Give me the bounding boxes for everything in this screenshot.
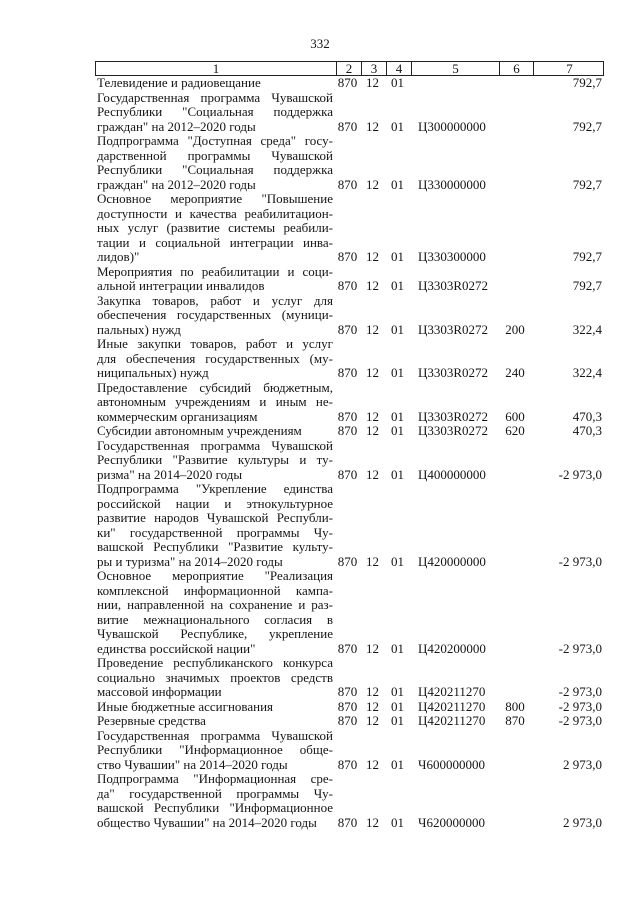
cell-subsection: 12 bbox=[366, 684, 379, 699]
cell-subsection-code: 01 bbox=[391, 814, 404, 830]
cell-description bbox=[95, 656, 335, 700]
table-header-row bbox=[95, 61, 604, 76]
cell-subsection-code: 01 bbox=[391, 408, 404, 424]
cell-expense-type: 800 bbox=[505, 698, 525, 714]
cell-expense-type bbox=[498, 120, 532, 135]
cell-amount: 792,7 bbox=[572, 278, 602, 293]
description-line: массовой информации bbox=[97, 685, 222, 699]
cell-description bbox=[95, 76, 335, 91]
description-line: Иные закупки товаров, работ и услуг bbox=[97, 337, 333, 351]
cell-amount: 2 973,0 bbox=[563, 756, 602, 772]
cell-subsection-code: 01 bbox=[391, 176, 404, 192]
description-line: для обеспечения государственных (му- bbox=[97, 351, 333, 366]
description-line: обеспечения государственных (муници- bbox=[97, 308, 333, 322]
cell-description bbox=[95, 381, 335, 425]
cell-expense-type bbox=[498, 555, 532, 570]
cell-subsection: 12 bbox=[366, 321, 379, 337]
cell-section: 870 bbox=[337, 553, 358, 569]
table-row bbox=[95, 714, 604, 729]
description-line: Республики "Социальная поддержка bbox=[97, 105, 333, 119]
cell-amount: -2 973,0 bbox=[558, 553, 602, 569]
cell-description bbox=[95, 337, 335, 381]
cell-section: 870 bbox=[337, 423, 358, 438]
cell-section: 870 bbox=[337, 118, 358, 134]
description-line: Основное мероприятие "Реализация bbox=[97, 569, 333, 583]
cell-target-code bbox=[410, 76, 498, 91]
header-col-3: 3 bbox=[361, 62, 386, 75]
cell-subsection: 12 bbox=[366, 698, 379, 714]
cell-expense-type: 870 bbox=[505, 713, 525, 728]
description-line: дарственной программы Чувашской bbox=[97, 148, 333, 163]
description-line: граждан" на 2012–2020 годы bbox=[97, 119, 256, 134]
cell-amount: -2 973,0 bbox=[558, 466, 602, 482]
cell-target-code: Ц420211270 bbox=[418, 713, 486, 728]
table-row bbox=[95, 381, 604, 425]
table-row bbox=[95, 294, 604, 338]
description-line: Республики "Информационное обще- bbox=[97, 743, 333, 757]
cell-description bbox=[95, 134, 335, 192]
description-line: Телевидение и радиовещание bbox=[97, 76, 261, 90]
cell-amount: 792,7 bbox=[572, 75, 602, 90]
cell-amount: -2 973,0 bbox=[558, 684, 602, 699]
table-body bbox=[95, 76, 604, 830]
description-line: Основное мероприятие "Повышение bbox=[97, 192, 333, 206]
cell-amount: 792,7 bbox=[572, 176, 602, 192]
cell-expense-type bbox=[498, 468, 532, 483]
cell-subsection: 12 bbox=[366, 814, 379, 830]
cell-target-code: Ч620000000 bbox=[418, 814, 485, 830]
description-line: Государственная программа Чувашской bbox=[97, 438, 333, 453]
description-line: Государственная программа Чувашской bbox=[97, 90, 333, 105]
budget-table bbox=[95, 61, 604, 830]
cell-expense-type bbox=[498, 642, 532, 657]
cell-description bbox=[95, 714, 335, 729]
table-row bbox=[95, 439, 604, 483]
cell-amount: -2 973,0 bbox=[558, 698, 602, 714]
cell-target-code: Ц420211270 bbox=[418, 698, 486, 714]
header-col-6: 6 bbox=[499, 62, 533, 75]
cell-subsection: 12 bbox=[366, 249, 379, 264]
cell-target-code: Ц420000000 bbox=[418, 553, 486, 569]
cell-expense-type: 200 bbox=[505, 321, 525, 337]
table-row bbox=[95, 76, 604, 91]
cell-expense-type: 620 bbox=[505, 423, 525, 438]
description-line: Республики "Социальная поддержка bbox=[97, 163, 333, 177]
description-line: доступности и качества реабилитацион- bbox=[97, 206, 333, 221]
cell-section: 870 bbox=[337, 684, 358, 699]
cell-target-code: Ц330000000 bbox=[418, 176, 486, 192]
cell-description bbox=[95, 772, 335, 830]
description-line: Резервные средства bbox=[97, 714, 206, 728]
cell-subsection: 12 bbox=[366, 756, 379, 772]
cell-amount: 470,3 bbox=[572, 423, 602, 438]
cell-subsection: 12 bbox=[366, 278, 379, 293]
header-col-1: 1 bbox=[212, 61, 220, 76]
cell-subsection: 12 bbox=[366, 466, 379, 482]
cell-section: 870 bbox=[337, 365, 358, 380]
cell-target-code: Ц3303R0272 bbox=[418, 408, 489, 424]
cell-subsection-code: 01 bbox=[391, 713, 404, 728]
description-line: общество Чувашии" на 2014–2020 годы bbox=[97, 815, 317, 830]
description-line: Мероприятия по реабилитации и соци- bbox=[97, 264, 333, 279]
cell-section: 870 bbox=[337, 176, 358, 192]
cell-subsection: 12 bbox=[366, 713, 379, 728]
cell-target-code: Ц3303R0272 bbox=[418, 321, 489, 337]
description-line: Субсидии автономным учреждениям bbox=[97, 424, 302, 438]
cell-expense-type bbox=[498, 250, 532, 265]
description-line: Закупка товаров, работ и услуг для bbox=[97, 293, 333, 308]
description-line: Проведение республиканского конкурса bbox=[97, 656, 333, 670]
description-line: Государственная программа Чувашской bbox=[97, 728, 333, 743]
cell-section: 870 bbox=[337, 756, 358, 772]
description-line: российской нации и этнокультурное bbox=[97, 496, 333, 511]
cell-description bbox=[95, 439, 335, 483]
cell-target-code: Ц420200000 bbox=[418, 640, 486, 656]
cell-target-code: Ц300000000 bbox=[418, 118, 486, 134]
cell-target-code: Ц3303R0272 bbox=[418, 423, 489, 438]
cell-subsection-code: 01 bbox=[391, 698, 404, 714]
cell-amount: -2 973,0 bbox=[558, 713, 602, 728]
cell-subsection-code: 01 bbox=[391, 640, 404, 656]
cell-subsection: 12 bbox=[366, 176, 379, 192]
cell-section: 870 bbox=[337, 321, 358, 337]
cell-description bbox=[95, 700, 335, 715]
description-line: граждан" на 2012–2020 годы bbox=[97, 177, 256, 192]
description-line: нии, направленной на сохранение и раз- bbox=[97, 598, 333, 612]
cell-expense-type: 600 bbox=[505, 408, 525, 424]
table-row bbox=[95, 729, 604, 773]
cell-subsection-code: 01 bbox=[391, 118, 404, 134]
table-row bbox=[95, 700, 604, 715]
cell-description bbox=[95, 265, 335, 294]
table-row bbox=[95, 265, 604, 294]
cell-expense-type bbox=[498, 279, 532, 294]
cell-amount: 470,3 bbox=[572, 408, 602, 424]
cell-expense-type bbox=[498, 816, 532, 831]
description-line: единства российской нации" bbox=[97, 641, 256, 656]
cell-subsection: 12 bbox=[366, 118, 379, 134]
cell-subsection: 12 bbox=[366, 553, 379, 569]
description-line: ки" государственной программы Чу- bbox=[97, 525, 333, 540]
cell-amount: 322,4 bbox=[572, 365, 602, 380]
description-line: ных услуг (развитие системы реабили- bbox=[97, 221, 333, 235]
table-row bbox=[95, 569, 604, 656]
cell-description bbox=[95, 729, 335, 773]
description-line: ство Чувашии" на 2014–2020 годы bbox=[97, 757, 288, 772]
description-line: Иные бюджетные ассигнования bbox=[97, 699, 274, 714]
cell-section: 870 bbox=[337, 408, 358, 424]
cell-description bbox=[95, 294, 335, 338]
cell-expense-type bbox=[498, 685, 532, 700]
cell-amount: 2 973,0 bbox=[563, 814, 602, 830]
cell-description bbox=[95, 569, 335, 656]
description-line: вашской Республики "Информационное bbox=[97, 801, 333, 815]
cell-section: 870 bbox=[337, 75, 358, 90]
description-line: тации и социальной интеграции инва- bbox=[97, 235, 333, 250]
cell-subsection-code: 01 bbox=[391, 321, 404, 337]
description-line: ры и туризма" на 2014–2020 годы bbox=[97, 554, 283, 569]
description-line: Подпрограмма "Информационная сре- bbox=[97, 772, 333, 786]
cell-subsection-code: 01 bbox=[391, 278, 404, 293]
cell-subsection-code: 01 bbox=[391, 423, 404, 438]
cell-target-code: Ч600000000 bbox=[418, 756, 485, 772]
description-line: развитие народов Чувашской Республи- bbox=[97, 511, 333, 525]
cell-subsection: 12 bbox=[366, 423, 379, 438]
description-line: вашской Республики "Развитие культу- bbox=[97, 540, 333, 554]
cell-target-code: Ц420211270 bbox=[418, 684, 486, 699]
cell-section: 870 bbox=[337, 466, 358, 482]
header-col-7: 7 bbox=[533, 62, 605, 75]
cell-subsection: 12 bbox=[366, 365, 379, 380]
cell-target-code: Ц400000000 bbox=[418, 466, 486, 482]
cell-target-code: Ц3303R0272 bbox=[418, 278, 489, 293]
cell-description bbox=[95, 424, 335, 439]
cell-section: 870 bbox=[337, 278, 358, 293]
description-line: ниципальных) нужд bbox=[97, 366, 209, 380]
header-col-2: 2 bbox=[336, 62, 361, 75]
table-row bbox=[95, 424, 604, 439]
cell-subsection-code: 01 bbox=[391, 553, 404, 569]
cell-subsection-code: 01 bbox=[391, 466, 404, 482]
cell-amount: -2 973,0 bbox=[558, 640, 602, 656]
cell-subsection-code: 01 bbox=[391, 684, 404, 699]
table-row bbox=[95, 772, 604, 830]
description-line: комплексной информационной кампа- bbox=[97, 583, 333, 598]
description-line: лидов)" bbox=[97, 250, 140, 264]
cell-subsection-code: 01 bbox=[391, 365, 404, 380]
description-line: пальных) нужд bbox=[97, 322, 181, 337]
cell-subsection: 12 bbox=[366, 640, 379, 656]
cell-description bbox=[95, 192, 335, 265]
cell-expense-type bbox=[498, 76, 532, 91]
table-row bbox=[95, 134, 604, 192]
cell-expense-type: 240 bbox=[505, 365, 525, 380]
cell-subsection: 12 bbox=[366, 75, 379, 90]
description-line: автономным учреждениям и иным не- bbox=[97, 395, 333, 409]
header-col-5: 5 bbox=[411, 62, 499, 75]
header-col-4: 4 bbox=[386, 62, 411, 75]
description-line: социально значимых проектов средств bbox=[97, 670, 333, 685]
cell-subsection-code: 01 bbox=[391, 249, 404, 264]
cell-amount: 792,7 bbox=[572, 249, 602, 264]
table-row bbox=[95, 192, 604, 265]
table-row bbox=[95, 337, 604, 381]
table-row bbox=[95, 91, 604, 135]
description-line: Республики "Развитие культуры и ту- bbox=[97, 453, 333, 467]
description-line: да" государственной программы Чу- bbox=[97, 786, 333, 801]
page-number: 332 bbox=[310, 36, 330, 51]
cell-subsection-code: 01 bbox=[391, 756, 404, 772]
description-line: альной интеграции инвалидов bbox=[97, 279, 265, 293]
cell-description bbox=[95, 91, 335, 135]
table-row bbox=[95, 482, 604, 569]
cell-description bbox=[95, 482, 335, 569]
description-line: ризма" на 2014–2020 годы bbox=[97, 467, 243, 482]
cell-subsection: 12 bbox=[366, 408, 379, 424]
cell-section: 870 bbox=[337, 249, 358, 264]
description-line: Подпрограмма "Доступная среда" госу- bbox=[97, 134, 333, 148]
cell-expense-type bbox=[498, 758, 532, 773]
description-line: Чувашской Республике, укрепление bbox=[97, 627, 333, 641]
cell-target-code: Ц3303R0272 bbox=[418, 365, 489, 380]
description-line: Предоставление субсидий бюджетным, bbox=[97, 380, 333, 395]
table-row bbox=[95, 656, 604, 700]
cell-section: 870 bbox=[337, 640, 358, 656]
cell-amount: 792,7 bbox=[572, 118, 602, 134]
cell-amount: 322,4 bbox=[572, 321, 602, 337]
description-line: Подпрограмма "Укрепление единства bbox=[97, 482, 333, 496]
cell-expense-type bbox=[498, 178, 532, 193]
description-line: коммерческим организациям bbox=[97, 409, 258, 424]
cell-target-code: Ц330300000 bbox=[418, 249, 486, 264]
cell-section: 870 bbox=[337, 713, 358, 728]
cell-section: 870 bbox=[337, 814, 358, 830]
cell-subsection-code: 01 bbox=[391, 75, 404, 90]
description-line: витие межнационального согласия в bbox=[97, 612, 333, 627]
cell-section: 870 bbox=[337, 698, 358, 714]
